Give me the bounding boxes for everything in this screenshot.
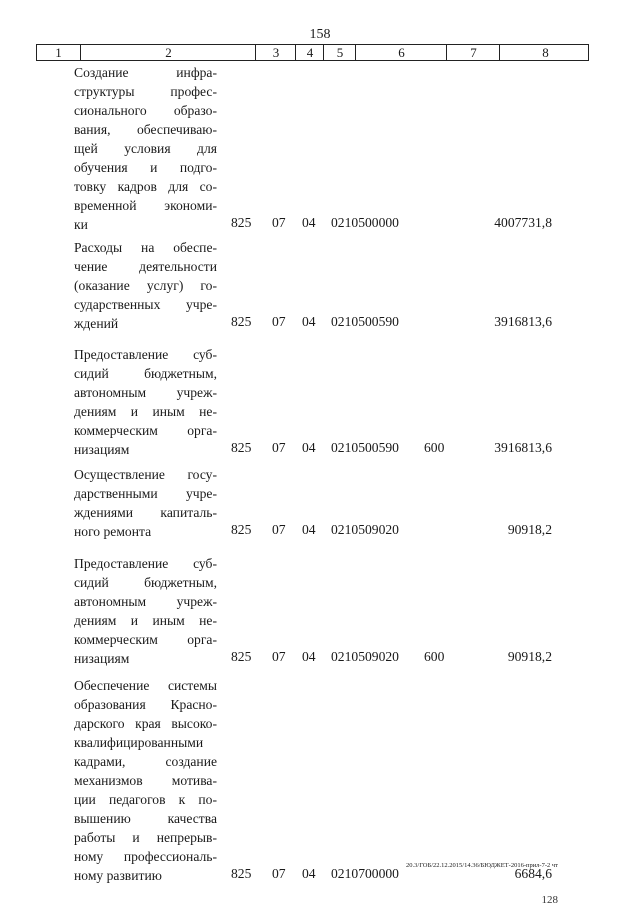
cell-col3: 825: [231, 440, 252, 455]
description-line: сионального образо-: [74, 103, 217, 118]
description-line: (оказание услуг) го-: [74, 278, 217, 293]
description-line: Осуществление госу-: [74, 467, 217, 482]
description-line: ции педагогов к по-: [74, 792, 217, 807]
cell-col6: 0210500000: [331, 215, 399, 230]
cell-col4: 07: [272, 314, 286, 329]
cell-col8: 90918,2: [507, 649, 552, 664]
description-line: Расходы на обеспе-: [74, 240, 217, 255]
description-line: ждениями капиталь-: [74, 505, 217, 520]
page-number: 158: [309, 27, 331, 42]
row-description: [74, 63, 217, 234]
cell-col5: 04: [302, 215, 316, 230]
description-line: обучения и подго-: [74, 160, 217, 175]
row-description: [74, 465, 217, 541]
row-description: [74, 345, 217, 459]
description-line: ждений: [74, 316, 119, 331]
description-line: ному развитию: [74, 868, 162, 883]
description-line: кадрами, создание: [74, 754, 217, 769]
description-line: сударственных учре-: [74, 297, 217, 312]
description-line: коммерческим орга-: [74, 632, 217, 647]
description-line: Обеспечение системы: [74, 678, 217, 693]
description-line: механизмов мотива-: [74, 773, 217, 788]
cell-col8: 90918,2: [507, 522, 552, 537]
cell-col6: 0210500590: [331, 440, 399, 455]
cell-col7: 600: [424, 649, 445, 664]
description-line: ки: [74, 217, 88, 232]
description-line: автономным учреж-: [74, 594, 217, 609]
description-line: дениям и иным не-: [74, 404, 217, 419]
cell-col3: 825: [231, 866, 252, 881]
cell-col4: 07: [272, 440, 286, 455]
description-line: структуры профес-: [74, 84, 217, 99]
cell-col8: 4007731,8: [494, 215, 552, 230]
row-description: [74, 238, 217, 333]
description-line: образования Красно-: [74, 697, 217, 712]
description-line: ного ремонта: [74, 524, 152, 539]
column-number-header: [36, 44, 589, 61]
cell-col5: 04: [302, 440, 316, 455]
cell-col3: 825: [231, 649, 252, 664]
description-line: Предоставление суб-: [74, 347, 217, 362]
header-col-5: 5: [323, 45, 356, 60]
description-line: сидий бюджетным,: [74, 366, 217, 381]
cell-col3: 825: [231, 522, 252, 537]
description-line: квалифицированными: [74, 735, 204, 750]
description-line: низациям: [74, 651, 130, 666]
cell-col4: 07: [272, 649, 286, 664]
description-line: Создание инфра-: [74, 65, 217, 80]
description-line: коммерческим орга-: [74, 423, 217, 438]
description-line: ному профессиональ-: [74, 849, 217, 864]
row-description: [74, 554, 217, 668]
description-line: дениям и иным не-: [74, 613, 217, 628]
description-line: низациям: [74, 442, 130, 457]
description-line: вания, обеспечиваю-: [74, 122, 217, 137]
cell-col8: 3916813,6: [494, 440, 552, 455]
document-footer: 20.3/ГОБ/22.12.2015/14.36/БЮДЖЕТ-2016-прил-7-2 чт: [406, 862, 558, 869]
description-line: работы и непрерыв-: [74, 830, 217, 845]
cell-col4: 07: [272, 866, 286, 881]
header-col-2: 2: [80, 45, 256, 60]
cell-col6: 0210700000: [331, 866, 399, 881]
row-description: [74, 676, 217, 885]
header-col-6: 6: [355, 45, 447, 60]
cell-col5: 04: [302, 866, 316, 881]
description-line: сидий бюджетным,: [74, 575, 217, 590]
bottom-cut-text: 128: [541, 894, 558, 906]
cell-col8: 6684,6: [514, 866, 552, 881]
cell-col5: 04: [302, 649, 316, 664]
cell-col5: 04: [302, 522, 316, 537]
cell-col3: 825: [231, 215, 252, 230]
cell-col4: 07: [272, 215, 286, 230]
header-col-4: 4: [295, 45, 324, 60]
description-line: автономным учреж-: [74, 385, 217, 400]
description-line: товку кадров для со-: [74, 179, 217, 194]
cell-col7: 600: [424, 440, 445, 455]
description-line: щей условия для: [74, 141, 217, 156]
cell-col3: 825: [231, 314, 252, 329]
cell-col8: 3916813,6: [494, 314, 552, 329]
description-line: дарского края высоко-: [74, 716, 217, 731]
description-line: вышению качества: [74, 811, 217, 826]
cell-col6: 0210500590: [331, 314, 399, 329]
cell-col4: 07: [272, 522, 286, 537]
description-line: Предоставление суб-: [74, 556, 217, 571]
description-line: чение деятельности: [74, 259, 217, 274]
description-line: временной экономи-: [74, 198, 217, 213]
cell-col5: 04: [302, 314, 316, 329]
cell-col6: 0210509020: [331, 649, 399, 664]
description-line: дарственными учре-: [74, 486, 217, 501]
header-col-3: 3: [255, 45, 296, 60]
header-col-1: 1: [55, 45, 62, 60]
cell-col6: 0210509020: [331, 522, 399, 537]
header-col-7: 7: [446, 45, 500, 60]
header-col-8: 8: [499, 45, 591, 60]
